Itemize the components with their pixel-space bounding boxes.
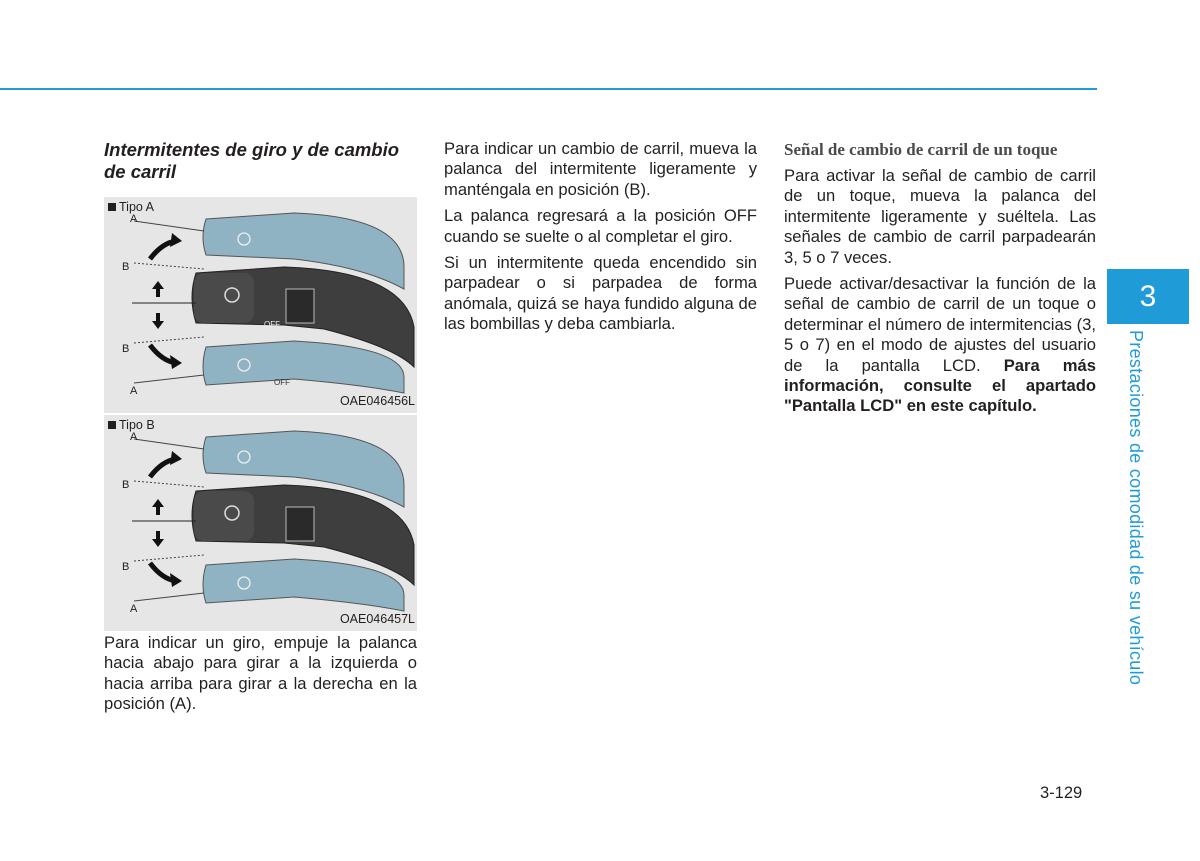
column-2 [444,139,757,341]
figure-tipo-a [104,197,417,413]
chapter-tab [1107,269,1189,324]
position-label-a: A [130,385,138,397]
switch-off-label: OFF [264,320,280,329]
paragraph-settings: Puede activar/desactivar la función de la señal de cambio de carril de un toque o determinar el número de intermitencias (3, 5 o 7) en el modo de ajustes del usuario de la pantalla LCD. Para más información, consulte el apartado "Pantalla LCD" en este capítulo. [784,274,1096,416]
page-number: 3-129 [1040,784,1083,802]
chapter-number: 3 [1139,279,1157,313]
lever-illustration-b [104,415,417,631]
position-label-a: A [130,213,138,225]
chapter-title [1125,330,1155,686]
position-label-b: B [122,343,130,355]
position-label-b: B [122,479,130,491]
figure-type-label: Tipo A [108,197,154,217]
paragraph-turn-signal: Para indicar un giro, empuje la palanca hacia abajo para girar a la izquierda o hacia arriba para girar a la derecha en la posición (A). [104,633,417,714]
figure-tipo-b [104,415,417,631]
paragraph-lane-change: Para indicar un cambio de carril, mueva la palanca del intermitente ligeramente y manténgala en posición (B). [444,139,757,199]
paragraph-lever-return: La palanca regresará a la posición OFF cuando se suelte o al completar el giro. [444,206,757,246]
paragraph-settings-bold: Para más información, consulte el apartado "Pantalla LCD" en este capítulo. [784,355,1096,416]
switch-off-label: OFF [274,378,290,387]
figure-code: OAE046457L [339,611,415,626]
paragraph-one-touch: Para activar la señal de cambio de carril de un toque, mueva la palanca del intermitente ligeramente y suéltela. Las señales de cambio de carril parpadearán 3, 5 o 7 veces. [784,166,1096,267]
lever-illustration-a [104,197,417,413]
position-label-a: A [130,431,138,443]
section-heading-turn-signals: Intermitentes de giro y de cambio de carril [104,139,400,182]
position-label-a: A [130,603,138,615]
column-3 [784,139,1096,423]
position-label-b: B [122,561,130,573]
figure-type-label: Tipo B [108,415,155,435]
paragraph-bulb-warning: Si un intermitente queda encendido sin parpadear o si parpadea de forma anómala, quizá se haya fundido alguna de las bombillas y deba cambiarla. [444,253,757,334]
header-rule [0,88,1097,90]
section-heading-one-touch: Señal de cambio de carril de un toque [784,140,1058,159]
figure-code: OAE046456L [339,393,415,408]
position-label-b: B [122,261,130,273]
chapter-title-text: Prestaciones de comodidad de su vehículo [1126,330,1146,686]
column-1 [104,139,417,721]
